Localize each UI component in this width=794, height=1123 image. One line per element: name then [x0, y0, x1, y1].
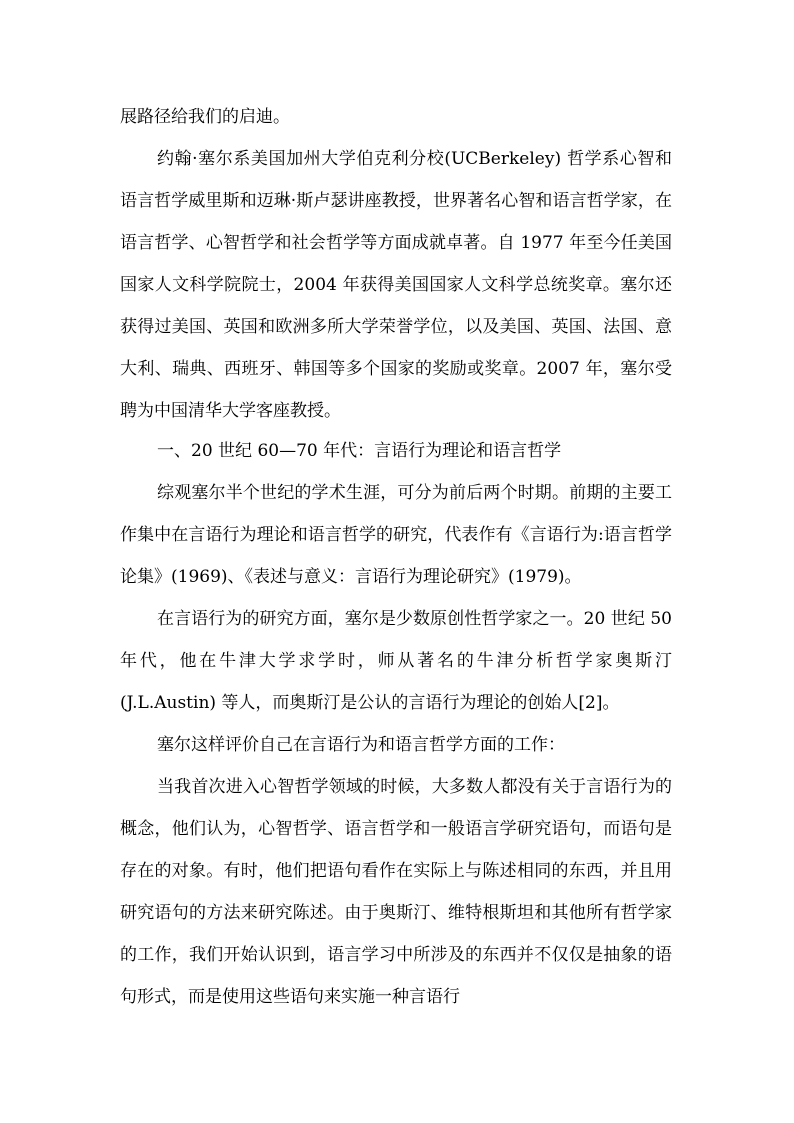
- paragraph-searle-quote: 当我首次进入心智哲学领域的时候，大多数人都没有关于言语行为的概念，他们认为，心智哲学、语言哲学和一般语言学研究语句，而语句是存在的对象。有时，他们把语句看作在实际上与陈述相同的东西，并且用研究语句的方法来研究陈述。由于奥斯汀、维特根斯坦和其他所有哲学家的工作，我们开始认识到，语言学习中所涉及的东西并不仅仅是抽象的语句形式，而是使用这些语句来实施一种言语行: [120, 777, 672, 1007]
- paragraph-self-evaluation: 塞尔这样评价自己在言语行为和语言哲学方面的工作：: [157, 735, 565, 755]
- paragraph-career-overview: 综观塞尔半个世纪的学术生涯，可分为前后两个时期。前期的主要工作集中在言语行为理论和语言哲学的研究，代表作有《言语行为:语言哲学论集》(1969)、《表述与意义：言语行为理论研究》(1979)。: [120, 483, 672, 587]
- paragraph-continuation: 展路径给我们的启迪。: [120, 107, 290, 127]
- section-heading: 一、20 世纪 60—70 年代：言语行为理论和语言哲学: [157, 441, 562, 461]
- paragraph-speech-act-research: 在言语行为的研究方面，塞尔是少数原创性哲学家之一。20 世纪 50 年代，他在牛津大学求学时，师从著名的牛津分析哲学家奥斯汀(J.L.Austin) 等人，而奥斯汀是公认的言语行为理论的创始人[2]。: [120, 609, 672, 713]
- paragraph-searle-biography: 约翰·塞尔系美国加州大学伯克利分校(UCBerkeley) 哲学系心智和语言哲学威里斯和迈琳·斯卢瑟讲座教授，世界著名心智和语言哲学家，在语言哲学、心智哲学和社会哲学等方面成就卓著。自 1977 年至今任美国国家人文科学院院士，2004 年获得美国国家人文科学总统奖章。塞尔还获得过美国、英国和欧洲多所大学荣誉学位，以及美国、英国、法国、意大利、瑞典、西班牙、韩国等多个国家的奖励或奖章。2007 年，塞尔受聘为中国清华大学客座教授。: [120, 149, 672, 421]
